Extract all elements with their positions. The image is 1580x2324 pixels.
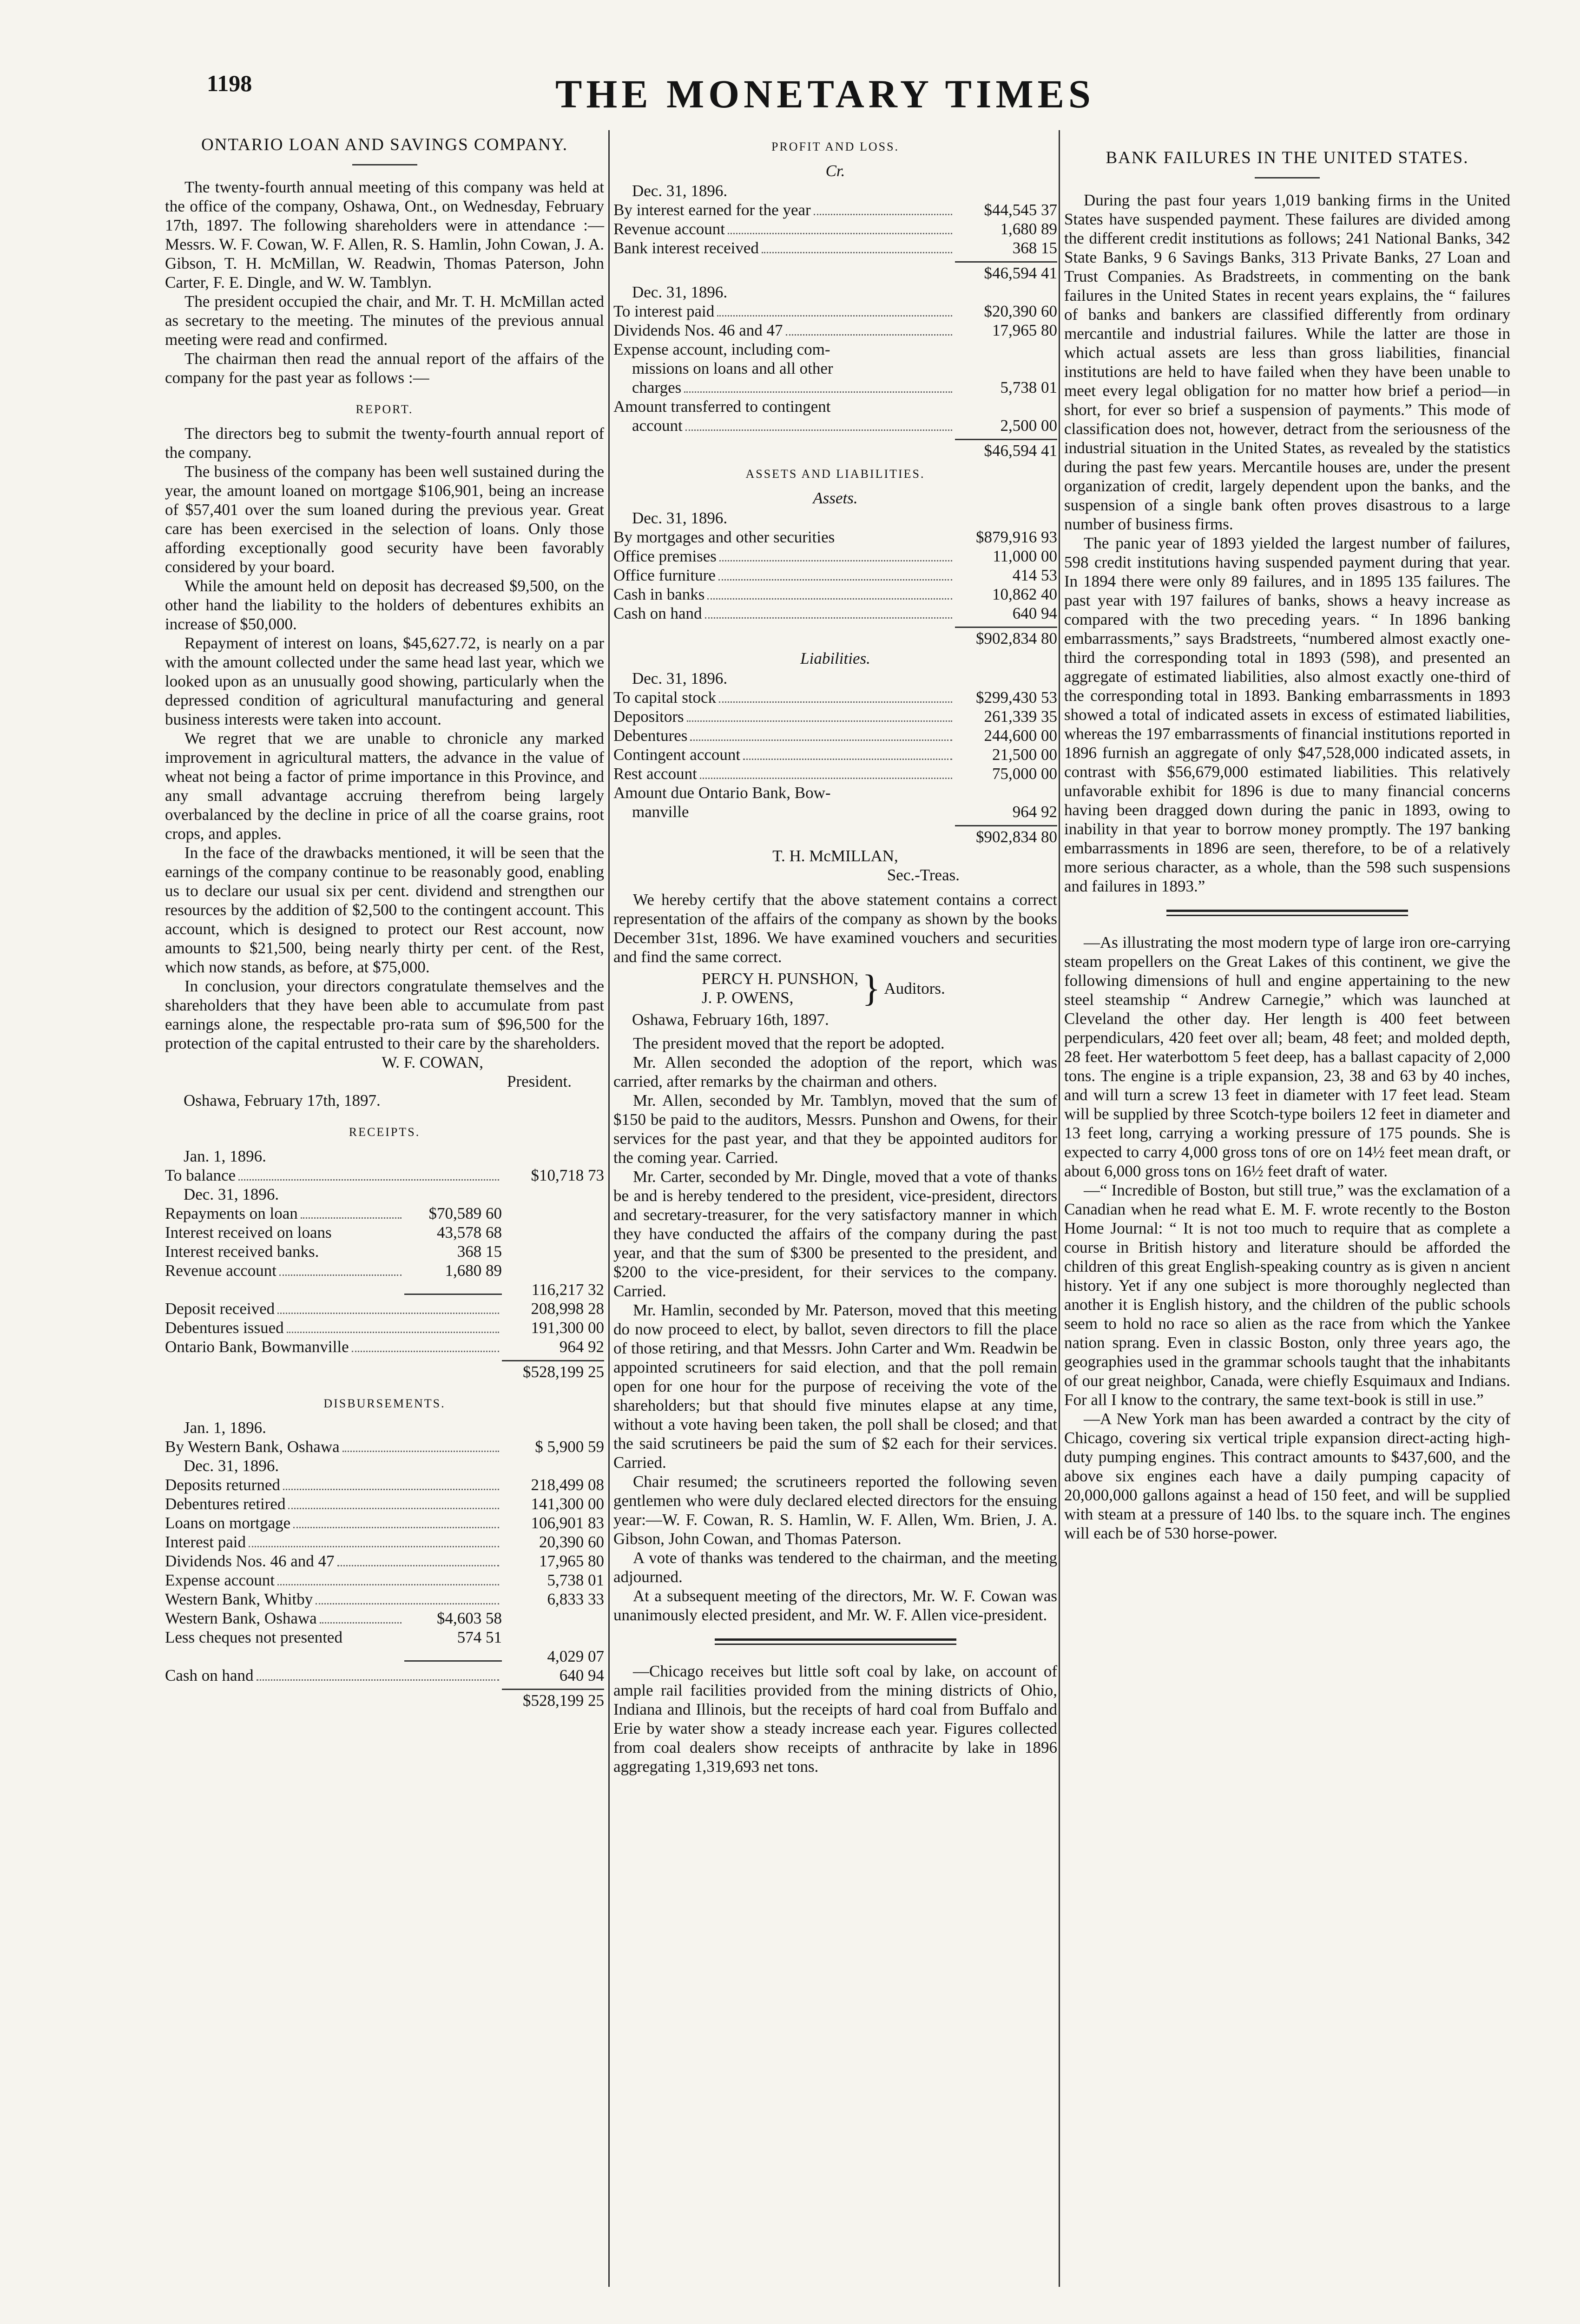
row-amount: $10,718 73	[531, 1166, 604, 1184]
statement-date: Dec. 31, 1896.	[632, 182, 728, 200]
pl-row	[613, 238, 1057, 257]
report-paragraph: We regret that we are unable to chronicle any marked improvement in agricultural matters, the advance in the value of wheat not being a factor of prime importance in this Province, and any small advantage accruing therefrom being largely overbalanced by the decline in price of all the coarse grains, root crops, and apples.	[165, 729, 604, 843]
liability-row	[613, 707, 1057, 726]
row-label: Dividends Nos. 46 and 47	[613, 321, 783, 339]
row-label: account	[632, 416, 683, 435]
row-label: Western Bank, Whitby	[165, 1590, 313, 1608]
row-amount: 368 15	[457, 1242, 502, 1261]
row-label: To balance	[165, 1166, 236, 1184]
row-amount: 17,965 80	[539, 1552, 604, 1570]
row-label: To capital stock	[613, 688, 717, 706]
column-2	[613, 135, 1057, 1776]
row-label: missions on loans and all other	[632, 359, 833, 377]
row-amount: 11,000 00	[993, 547, 1057, 565]
row-amount: $20,390 60	[984, 302, 1057, 320]
section-divider	[1166, 910, 1408, 916]
row-amount: 4,029 07	[547, 1647, 604, 1665]
row-label: Revenue account	[613, 220, 725, 238]
proceedings-paragraph: The president moved that the report be adopted.	[633, 1034, 945, 1052]
article-heading-bank-failures: BANK FAILURES IN THE UNITED STATES.	[1106, 148, 1469, 167]
statement-date: Dec. 31, 1896.	[632, 669, 728, 687]
proceedings-paragraph: At a subsequent meeting of the directors, Mr. W. F. Cowan was unanimously elected president, and Mr. W. F. Allen vice-president.	[613, 1587, 1057, 1624]
column-rule-2	[1059, 130, 1060, 2287]
report-paragraph: While the amount held on deposit has decreased $9,500, on the other hand the liability to the holders of debentures exhibits an increase of $50,000.	[165, 577, 604, 633]
audit-date: Oshawa, February 16th, 1897.	[632, 1010, 829, 1029]
assets-total-row	[613, 623, 1057, 648]
proceedings-paragraph: Mr. Hamlin, seconded by Mr. Paterson, moved that this meeting do now proceed to elect, by ballot, seven directors to fill the place of those retiring, and that Messrs. John Carter and Wm. Readwin be appointed scrutineers for said election, and that the poll remain open for one hour for the purpose of receiving the vote of the shareholders; but that should five minutes elapse at any time, without a vote having been taken, the poll shall be closed; and that the said scrutineers be paid the sum of $2 each for their services. Carried.	[613, 1301, 1057, 1472]
row-amount: 1,680 89	[1000, 220, 1057, 238]
row-amount: 964 92	[559, 1338, 604, 1356]
receipts-date: Dec. 31, 1896.	[184, 1185, 279, 1203]
auditor-name: J. P. OWENS,	[702, 989, 794, 1007]
disbursements-row	[165, 1590, 604, 1609]
row-amount: $879,916 93	[976, 528, 1057, 546]
assets-liabilities-heading: ASSETS AND LIABILITIES.	[745, 467, 925, 481]
row-label: Cash on hand	[613, 604, 702, 622]
row-label: Bank interest received	[613, 239, 759, 257]
disbursements-total: $528,199 25	[502, 1689, 604, 1710]
masthead-title: THE MONETARY TIMES	[555, 72, 1095, 116]
asset-row	[613, 566, 1057, 585]
row-label: Office premises	[613, 547, 717, 565]
row-label: Interest received banks.	[165, 1242, 319, 1261]
row-label: Debentures	[613, 726, 688, 745]
liability-row	[613, 688, 1057, 707]
bank-failures-paragraph: The panic year of 1893 yielded the largest number of failures, 598 credit institutions having suspended payment during that year. In 1894 there were only 89 failures, and in 1895 135 failures. The past year with 197 failures of banks, shows a heavy increase as compared with the two preceding years. “ In 1896 banking embarrassments,” says Bradstreets, “numbered almost exactly one-third the corresponding total in 1893 (598), and presented an aggregate of estimated liabilities, also almost exactly one-third of the corresponding total in 1893. Banking embarrassments in 1893 showed a total of indicated assets in excess of estimated liabilities, whereas the 197 embarrassments of financial institutions reported in 1896 furnish an aggregate of only $47,528,000 indicated assets, in contrast with $56,679,000 estimated liabilities. This relatively unfavorable exhibit for 1896 is due to many financial concerns having been dragged down during the panic in 1893, owing to inability in that year to borrow money promptly. The 197 banking embarrassments in 1896 are seen, therefore, to be of a relatively more serious character, as a whole, than the 598 such suspensions and failures in 1893.”	[1064, 534, 1510, 895]
row-amount: $299,430 53	[976, 688, 1057, 706]
receipts-row	[165, 1337, 604, 1356]
report-paragraph: In the face of the drawbacks mentioned, it will be seen that the earnings of the company continue to be reasonably good, enabling us to declare our usual six per cent. dividend and strengthen our resources by the addition of $2,500 to the contingent account. This account, which is designed to protect our Rest account, now amounts to $21,500, being nearly thirty per cent. of the Rest, which now stands, as before, at $75,000.	[165, 844, 604, 976]
column-1	[165, 135, 604, 1710]
steamship-item: —As illustrating the most modern type of large iron ore-carrying steam propellers on the Great Lakes of this continent, we give the following dimensions of hull and engine appertaining to the new steel steamship “ Andrew Carnegie,” which was launched at Cleveland the other day. Her length is 400 feet between perpendiculars, 420 feet over all; beam, 48 feet; and molded depth, 28 feet. Her waterbottom 5 feet deep, has a ballast capacity of 2,000 tons. The engine is a triple expansion, 23, 38 and 63 by 40 inches, and will turn a screw 13 feet in diameter with 17 feet lead. Steam will be supplied by three Scotch-type boilers 12 feet in diameter and 13 feet long, carrying a working pressure of 175 pounds. She is expected to carry 4,000 gross tons of ore on 14½ feet mean draft, or about 6,000 gross tons on 16½ feet draft of water.	[1064, 933, 1510, 1180]
liabilities-label: Liabilities.	[800, 649, 870, 667]
boston-item: —“ Incredible of Boston, but still true,” was the exclamation of a Canadian when he read what E. M. F. wrote recently to the Boston Home Journal: “ It is not too much to require that as complete a course in British history and literature should be afforded the children of this great English-speaking country as is given n ancient history. Yet if any one subject is more thoroughly neglected than another it is English history, and the children of the public schools seem to hold no race so alien as the race from which the Yankee nation sprang. Even in classic Boston, only three years ago, the geographies used in the grammar schools taught that the inhabitants of our great neighbor, Canada, were chiefly Esquimaux and Indians. For all I know to the contrary, the same text-book is still in use.”	[1064, 1181, 1510, 1409]
row-amount: 208,998 28	[531, 1300, 604, 1318]
row-amount: 261,339 35	[984, 707, 1057, 726]
row-label: Cash on hand	[165, 1666, 254, 1684]
row-label: Dividends Nos. 46 and 47	[165, 1552, 335, 1570]
disbursements-row	[165, 1532, 604, 1552]
assets-label: Assets.	[813, 489, 858, 507]
row-label: Repayments on loan	[165, 1204, 298, 1222]
page-number: 1198	[207, 70, 252, 96]
disbursements-sub-row	[165, 1609, 604, 1628]
row-amount: 5,738 01	[547, 1571, 604, 1589]
pl-row	[613, 321, 1057, 340]
pl-debit-total-row	[613, 435, 1057, 460]
receipts-heading: RECEIPTS.	[349, 1125, 421, 1139]
row-amount: 574 51	[457, 1628, 502, 1646]
liability-row	[613, 764, 1057, 783]
row-amount: $44,545 37	[984, 201, 1057, 219]
receipts-sub-row	[165, 1223, 604, 1242]
row-label: Deposit received	[165, 1300, 275, 1318]
asset-row	[613, 604, 1057, 623]
disbursements-row	[165, 1437, 604, 1456]
row-amount: 141,300 00	[531, 1495, 604, 1513]
row-amount: 21,500 00	[992, 746, 1057, 764]
liability-row	[613, 802, 1057, 821]
row-label: Debentures issued	[165, 1319, 284, 1337]
new-york-pumping-item: —A New York man has been awarded a contract by the city of Chicago, covering six vertical triple expansion direct-acting high-duty pumping engines. This contract amounts to $437,600, and the above six engines each have a daily pumping capacity of 20,000,000 gallons against a head of 150 feet, and will be supplied with steam at a pressure of 140 lbs. to the square inch. The engines will each be of 530 horse-power.	[1064, 1410, 1510, 1542]
heading-rule	[352, 164, 417, 165]
disbursements-row	[165, 1666, 604, 1685]
row-label: Contingent account	[613, 746, 741, 764]
row-label: Rest account	[613, 765, 697, 783]
row-amount: 6,833 33	[547, 1590, 604, 1608]
row-amount: 5,738 01	[1000, 378, 1057, 396]
proceedings-paragraph: Chair resumed; the scrutineers reported the following seven gentlemen who were duly declared elected directors for the ensuing year:—W. F. Cowan, R. S. Hamlin, W. F. Allen, Wm. Brien, J. A. Gibson, John Cowan, and Thomas Paterson.	[613, 1472, 1057, 1548]
asset-row	[613, 547, 1057, 566]
row-amount: 414 53	[1012, 566, 1057, 584]
row-label: Ontario Bank, Bowmanville	[165, 1338, 349, 1356]
row-label: Interest received on loans	[165, 1223, 332, 1241]
disbursements-row	[165, 1552, 604, 1571]
receipts-sub-row	[165, 1204, 604, 1223]
liability-row	[613, 745, 1057, 764]
disbursements-net-row	[165, 1647, 604, 1666]
signature-name: W. F. COWAN,	[382, 1053, 483, 1071]
asset-row	[613, 528, 1057, 547]
pl-credit-total-row	[613, 257, 1057, 283]
debit-total: $46,594 41	[955, 439, 1057, 460]
credit-total: $46,594 41	[955, 261, 1057, 283]
row-label: Deposits returned	[165, 1476, 280, 1494]
pl-row	[613, 219, 1057, 238]
row-label: Cash in banks	[613, 585, 705, 603]
row-amount: 10,862 40	[992, 585, 1057, 603]
row-amount: $4,603 58	[437, 1609, 502, 1627]
row-amount: 218,499 08	[531, 1476, 604, 1494]
report-paragraph: The directors beg to submit the twenty-fourth annual report of the company.	[165, 424, 604, 462]
pl-row	[613, 200, 1057, 219]
row-amount: 17,965 80	[992, 321, 1057, 339]
row-label: Interest paid	[165, 1533, 246, 1551]
receipts-date: Jan. 1, 1896.	[184, 1147, 266, 1165]
intro-paragraph: The twenty-fourth annual meeting of this company was held at the office of the company, Oshawa, Ont., on Wednesday, February 17th, 1897. The following shareholders were in attendance :—Messrs. W. F. Cowan, W. F. Allen, R. S. Hamlin, John Cowan, J. A. Gibson, T. H. McMillan, W. Readwin, Thomas Paterson, John Carter, F. E. Dingle, and W. W. Tamblyn.	[165, 178, 604, 291]
row-label: Loans on mortgage	[165, 1514, 291, 1532]
row-amount: 368 15	[1012, 239, 1057, 257]
disbursements-date: Jan. 1, 1896.	[184, 1419, 266, 1437]
signature-title: President.	[507, 1072, 572, 1090]
disbursements-row	[165, 1571, 604, 1590]
row-label: Expense account	[165, 1571, 275, 1589]
row-label: Debentures retired	[165, 1495, 286, 1513]
row-amount: 191,300 00	[531, 1319, 604, 1337]
row-label: Less cheques not presented	[165, 1628, 342, 1646]
row-label: charges	[632, 378, 682, 396]
row-amount: 116,217 32	[531, 1281, 604, 1299]
row-label: To interest paid	[613, 302, 715, 320]
receipts-sub-row	[165, 1242, 604, 1261]
row-amount: 106,901 83	[531, 1514, 604, 1532]
column-3	[1064, 135, 1510, 1543]
proceedings-paragraph: A vote of thanks was tendered to the chairman, and the meeting adjourned.	[613, 1549, 1057, 1586]
row-label: By Western Bank, Oshawa	[165, 1438, 340, 1456]
disbursements-row	[165, 1494, 604, 1513]
pl-row	[613, 302, 1057, 321]
disbursements-sub-row	[165, 1628, 604, 1647]
disbursements-heading: DISBURSEMENTS.	[323, 1397, 446, 1410]
row-amount: $ 5,900 59	[535, 1438, 604, 1456]
row-label: Office furniture	[613, 566, 716, 584]
signature-place-date: Oshawa, February 17th, 1897.	[184, 1091, 381, 1109]
row-amount: 20,390 60	[539, 1533, 604, 1551]
heading-rule	[1255, 177, 1320, 178]
auditors-block	[613, 969, 1057, 1007]
proceedings-paragraph: Mr. Carter, seconded by Mr. Dingle, moved that a vote of thanks be and is hereby tendered to the president, vice-president, directors and secretary-treasurer, for the very satisfactory manner in which they have conducted the affairs of the company during the past year, and that the sum of $300 be presented to the president, and $200 to the vice-president, for their services to the company. Carried.	[613, 1168, 1057, 1300]
receipts-total: $528,199 25	[502, 1360, 604, 1381]
receipts-total-row	[165, 1356, 604, 1381]
receipts-sub-row	[165, 1261, 604, 1280]
proceedings-paragraph: Mr. Allen seconded the adoption of the report, which was carried, after remarks by the chairman and others.	[613, 1053, 1057, 1090]
report-heading: REPORT.	[356, 403, 414, 416]
disbursements-row	[165, 1513, 604, 1532]
row-amount: 75,000 00	[992, 765, 1057, 783]
row-amount: $70,589 60	[428, 1204, 502, 1222]
credit-label: Cr.	[825, 162, 845, 180]
secretary-name: T. H. McMILLAN,	[772, 847, 898, 865]
receipts-subtotal-row	[165, 1280, 604, 1299]
row-label: By mortgages and other securities	[613, 528, 835, 546]
pl-row	[613, 416, 1057, 435]
brace-glyph: }	[862, 967, 881, 1009]
disbursements-row	[165, 1475, 604, 1494]
auditors-certificate: We hereby certify that the above statement contains a correct representation of the affairs of the company as shown by the books December 31st, 1896. We have examined vouchers and securities and find the same correct.	[613, 891, 1057, 966]
row-label: Expense account, including com-	[613, 340, 830, 358]
profit-loss-heading: PROFIT AND LOSS.	[771, 140, 900, 153]
secretary-title: Sec.-Treas.	[887, 866, 960, 884]
column-rule-1	[608, 130, 610, 2287]
receipts-balance-row	[165, 1166, 604, 1185]
chicago-coal-item: —Chicago receives but little soft coal by lake, on account of ample rail facilities provided from the mining districts of Ohio, Indiana and Illinois, but the receipts of hard coal from Buffalo and Erie by water show a steady increase each year. Figures collected from coal dealers show receipts of anthracite by lake in 1896 aggregating 1,319,693 net tons.	[613, 1662, 1057, 1776]
statement-date: Dec. 31, 1896.	[632, 283, 728, 301]
report-paragraph: The business of the company has been well sustained during the year, the amount loaned on mortgage $106,901, being an increase of $57,401 over the sum loaned during the previous year. Great care has been exercised in the selection of loans. Only those affording exceptionally good security have been favorably considered by your board.	[165, 462, 604, 576]
row-label: Revenue account	[165, 1261, 277, 1280]
receipts-row	[165, 1318, 604, 1337]
row-label: Amount due Ontario Bank, Bow-	[613, 784, 831, 802]
article-heading-ontario-loan: ONTARIO LOAN AND SAVINGS COMPANY.	[201, 135, 568, 154]
asset-row	[613, 585, 1057, 604]
row-amount: 640 94	[559, 1666, 604, 1684]
pl-row	[613, 378, 1057, 397]
row-amount: 964 92	[1012, 803, 1057, 821]
bank-failures-paragraph: During the past four years 1,019 banking firms in the United States have suspended payment. These failures are divided among the different credit institutions as follows; 241 National Banks, 342 State Banks, 9 6 Savings Banks, 313 Private Banks, 27 Loan and Trust Companies. As Bradstreets, in commenting on the bank failures in the United States in recent years explains, the “ failures of banks and bankers are classified differently from ordinary mercantile and industrial failures. While the latter are those in which actual assets are less than gross liabilities, financial institutions are held to have failed when they have been unable to meet every legal obligation for no matter how brief a period—in short, for ever so brief a suspension of payments.” This mode of classification does not, however, detract from the seriousness of the industrial situation in the United States, as revealed by the statistics during the past few years. Mercantile houses are, under the present organization of credit, largely dependent upon the banks, and the suspension of a single bank often proves disastrous to a large number of business firms.	[1064, 191, 1510, 533]
liabilities-total: $902,834 80	[955, 825, 1057, 846]
liability-row	[613, 726, 1057, 745]
row-label: Depositors	[613, 707, 684, 726]
auditor-name: PERCY H. PUNSHON,	[702, 970, 859, 988]
row-label: Western Bank, Oshawa	[165, 1609, 317, 1627]
assets-total: $902,834 80	[955, 627, 1057, 648]
row-amount: 640 94	[1012, 604, 1057, 622]
row-amount: 43,578 68	[437, 1223, 502, 1241]
proceedings-paragraph: Mr. Allen, seconded by Mr. Tamblyn, moved that the sum of $150 be paid to the auditors, Messrs. Punshon and Owens, for their services for the past year, and that they be appointed auditors for the coming year. Carried.	[613, 1091, 1057, 1167]
row-amount: 244,600 00	[984, 726, 1057, 745]
report-paragraph: Repayment of interest on loans, $45,627.72, is nearly on a par with the amount collected under the same head last year, which we looked upon as an unusually good showing, particularly when the depressed condition of agricultural manufacturing and general business interests were taken into account.	[165, 634, 604, 728]
row-label: manville	[632, 803, 689, 821]
report-paragraph: In conclusion, your directors congratulate themselves and the shareholders that they have been able to accumulate from past earnings alone, the respectable pro-rata sum of $96,500 for the protection of the capital entrusted to their care by the shareholders.	[165, 977, 604, 1052]
liabilities-total-row	[613, 821, 1057, 846]
auditors-label: Auditors.	[884, 979, 945, 997]
statement-date: Dec. 31, 1896.	[632, 509, 728, 527]
intro-paragraph: The chairman then read the annual report of the affairs of the company for the past year as follows :—	[165, 350, 604, 387]
row-label: Amount transferred to contingent	[613, 397, 831, 416]
section-divider	[715, 1638, 956, 1645]
intro-paragraph: The president occupied the chair, and Mr. T. H. McMillan acted as secretary to the meeting. The minutes of the previous annual meeting were read and confirmed.	[165, 292, 604, 349]
row-amount: 2,500 00	[1000, 416, 1057, 435]
row-label: By interest earned for the year	[613, 201, 811, 219]
row-amount: 1,680 89	[445, 1261, 502, 1280]
disbursements-date: Dec. 31, 1896.	[184, 1457, 279, 1475]
receipts-row	[165, 1299, 604, 1318]
disbursements-total-row	[165, 1685, 604, 1710]
